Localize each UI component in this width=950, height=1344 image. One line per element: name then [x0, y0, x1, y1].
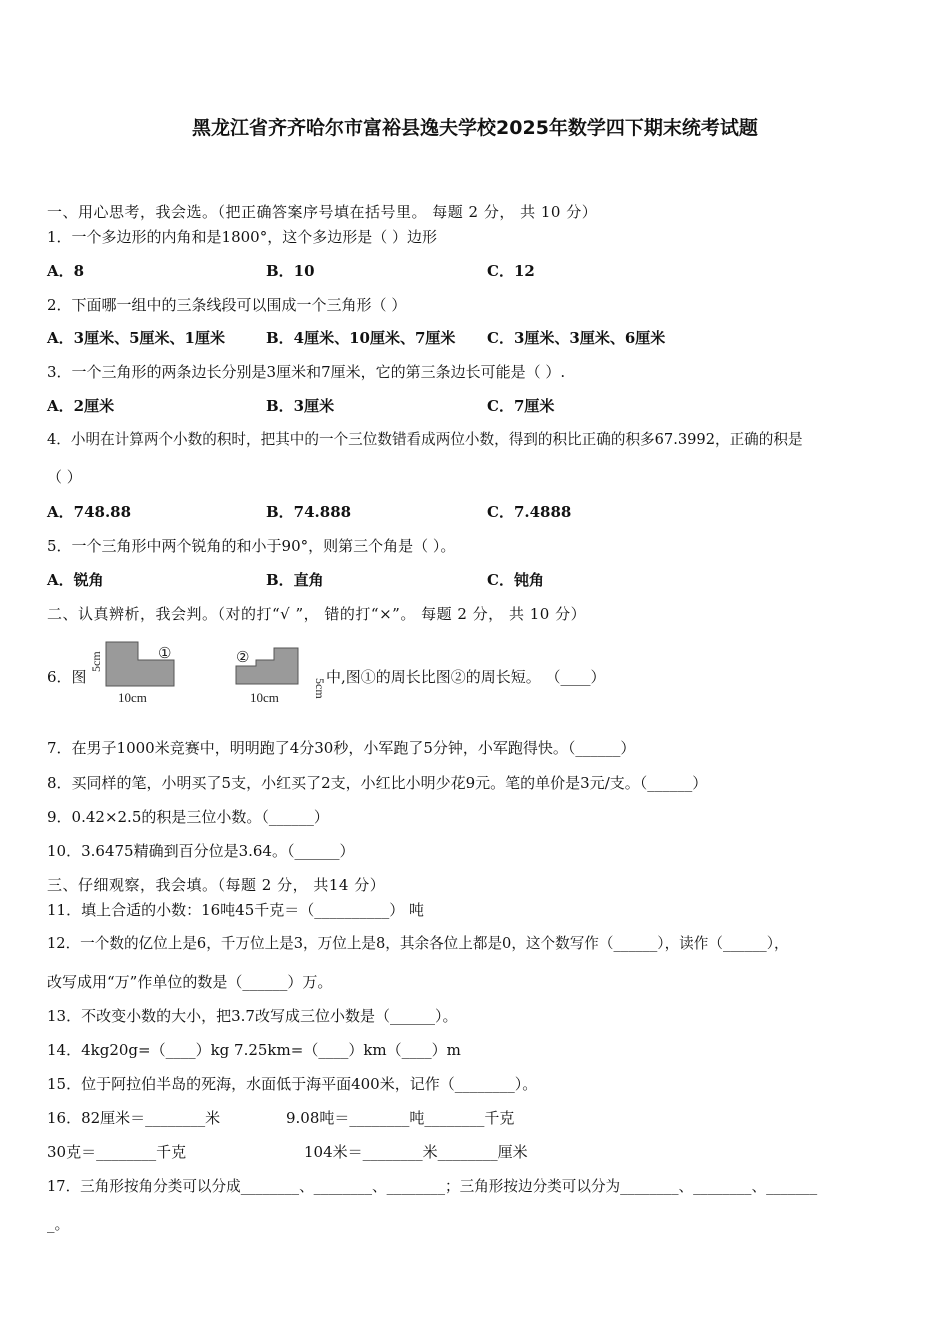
question-5-option-b: B．直角: [266, 571, 324, 589]
question-10: 10．3.6475精确到百分位是3.64。（______）: [47, 842, 355, 860]
question-9: 9．0.42×2.5的积是三位小数。（______）: [47, 808, 329, 826]
question-4-stem: 4．小明在计算两个小数的积时，把其中的一个三位数错看成两位小数，得到的积比正确的积多67.3992，正确的积是: [47, 431, 803, 448]
figure-2-width-label: 10cm: [250, 690, 279, 705]
figure-1-width-label: 10cm: [118, 690, 147, 705]
question-11: 11．填上合适的小数：16吨45千克＝（__________） 吨: [47, 901, 425, 919]
figure-2-number: ②: [236, 650, 250, 666]
question-3-option-b: B．3厘米: [266, 397, 335, 415]
question-16-part-c: 30克＝________千克: [47, 1143, 187, 1161]
question-3-stem: 3．一个三角形的两条边长分别是3厘米和7厘米，它的第三条边长可能是（ ）.: [47, 363, 566, 381]
question-5-option-a: A．锐角: [47, 571, 104, 589]
question-4-option-c: C．7.4888: [487, 503, 572, 521]
question-2-option-c: C．3厘米、3厘米、6厘米: [487, 329, 666, 347]
question-3-option-c: C．7厘米: [487, 397, 555, 415]
figure-1-height-label: 5cm: [89, 651, 103, 672]
question-17-cont: _。: [47, 1215, 70, 1233]
figure-2: [230, 640, 330, 708]
page-title: 黑龙江省齐齐哈尔市富裕县逸夫学校2025年数学四下期末统考试题: [192, 117, 758, 139]
question-1-option-c: C．12: [487, 262, 535, 280]
question-2-stem: 2．下面哪一组中的三条线段可以围成一个三角形（ ）: [47, 296, 407, 314]
question-12-cont: 改写成用“万”作单位的数是（______）万。: [47, 973, 333, 991]
question-16-part-d: 104米＝________米________厘米: [304, 1143, 528, 1161]
question-17: 17．三角形按角分类可以分成________、________、________；三角形按边分类可以分为________、________、_______: [47, 1178, 818, 1195]
question-4-option-a: A．748.88: [47, 503, 132, 521]
figure-1-number: ①: [158, 646, 172, 662]
question-7: 7．在男子1000米竞赛中，明明跑了4分30秒，小军跑了5分钟，小军跑得快。（______）: [47, 739, 636, 757]
section-1-heading: 一、用心思考，我会选。（把正确答案序号填在括号里。 每题 2 分， 共 10 分）: [47, 203, 598, 221]
question-6-suffix: 中,图①的周长比图②的周长短。 （____）: [326, 668, 606, 686]
question-1-stem: 1．一个多边形的内角和是1800°，这个多边形是（ ）边形: [47, 228, 437, 246]
question-4-stem-cont: （ ）: [47, 468, 82, 486]
question-14: 14．4kg20g=（____）kg 7.25km=（____）km（____）m: [47, 1041, 461, 1059]
question-5-stem: 5．一个三角形中两个锐角的和小于90°，则第三个角是（ ）。: [47, 537, 456, 555]
question-13: 13．不改变小数的大小，把3.7改写成三位小数是（______）。: [47, 1007, 458, 1025]
question-2-option-b: B．4厘米、10厘米、7厘米: [266, 329, 456, 347]
question-16-part-b: 9.08吨＝________吨________千克: [286, 1109, 515, 1127]
question-16-part-a: 16．82厘米＝________米: [47, 1109, 221, 1127]
question-8: 8．买同样的笔，小明买了5支，小红买了2支，小红比小明少花9元。笔的单价是3元/支。（______）: [47, 774, 708, 792]
question-1-option-a: A．8: [47, 262, 85, 280]
section-2-heading: 二、认真辨析，我会判。（对的打“√ ”， 错的打“×”。 每题 2 分， 共 10 分）: [47, 605, 587, 623]
question-3-option-a: A．2厘米: [47, 397, 115, 415]
question-5-option-c: C．钝角: [487, 571, 544, 589]
question-12: 12．一个数的亿位上是6，千万位上是3，万位上是8，其余各位上都是0，这个数写作（______），读作（______），: [47, 935, 789, 952]
question-6-prefix: 6．图: [47, 668, 87, 686]
question-2-option-a: A．3厘米、5厘米、1厘米: [47, 329, 225, 347]
question-15: 15．位于阿拉伯半岛的死海，水面低于海平面400米，记作（________）。: [47, 1075, 538, 1093]
figure-1: [86, 634, 186, 706]
question-4-option-b: B．74.888: [266, 503, 352, 521]
question-1-option-b: B．10: [266, 262, 315, 280]
section-3-heading: 三、仔细观察，我会填。（每题 2 分， 共14 分）: [47, 876, 386, 894]
figure-2-height-label: 5cm: [313, 678, 327, 699]
